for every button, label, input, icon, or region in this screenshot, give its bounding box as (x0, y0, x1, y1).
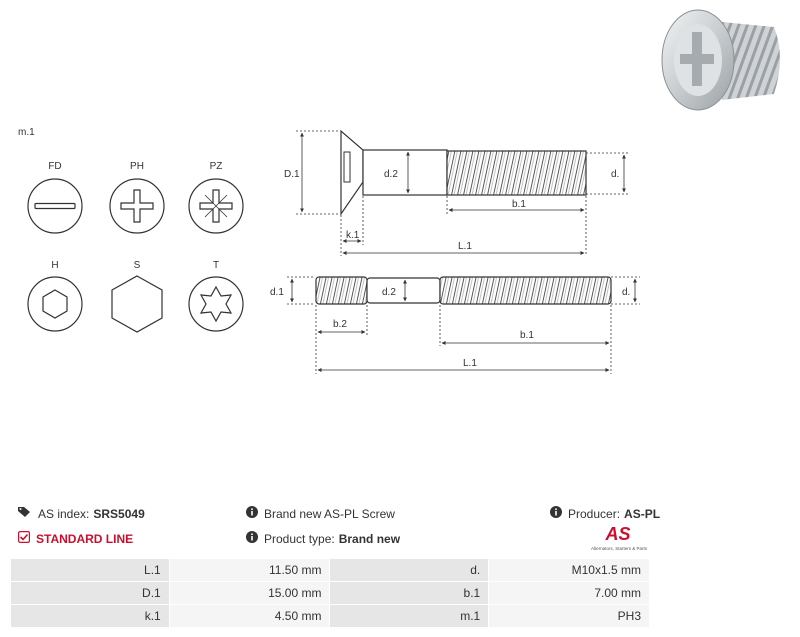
stud-label-d: d. (622, 287, 631, 298)
as-index-value: SRS5049 (93, 506, 145, 521)
description-row (246, 506, 395, 521)
spec-key: k.1 (11, 605, 170, 628)
dim-label-k1: k.1 (346, 230, 360, 241)
standard-line-row (18, 531, 133, 546)
info-icon (550, 506, 562, 521)
torx-drive-icon (189, 277, 243, 331)
logo-text: AS (605, 524, 631, 544)
standard-line-label: STANDARD LINE (36, 531, 134, 546)
spec-table (10, 558, 650, 628)
info-icon (246, 506, 258, 521)
spec-value: PH3 (489, 605, 650, 628)
spec-key: D.1 (11, 582, 170, 605)
mark-label: m.1 (18, 127, 35, 138)
hex-socket-drive-icon (28, 277, 82, 331)
product-description: Brand new AS-PL Screw (264, 506, 395, 521)
table-row (11, 605, 650, 628)
product-type-value: Brand new (338, 531, 401, 546)
tags-icon (18, 506, 32, 521)
pozidriv-drive-icon (189, 179, 243, 233)
table-row (11, 582, 650, 605)
spec-key: m.1 (330, 605, 489, 628)
stud-side-view (316, 277, 611, 304)
spec-value: 4.50 mm (169, 605, 330, 628)
drive-label-h: H (51, 260, 59, 271)
dim-label-d: d. (611, 169, 620, 180)
info-icon (246, 531, 258, 546)
as-index-row (18, 506, 145, 521)
stud-label-b2: b.2 (333, 319, 347, 330)
spec-value: 11.50 mm (169, 559, 330, 582)
producer-label: Producer: (568, 506, 621, 521)
spec-key: d. (330, 559, 489, 582)
stud-label-b1: b.1 (520, 330, 534, 341)
hex-head-drive-icon (112, 276, 162, 332)
spec-value: 15.00 mm (169, 582, 330, 605)
drive-label-ph: PH (130, 161, 144, 172)
as-index-label: AS index: (38, 506, 90, 521)
drive-label-s: S (133, 260, 141, 271)
stud-label-L1: L.1 (463, 358, 477, 369)
producer-row (550, 506, 660, 521)
logo-tagline: Alternators, Starters & Parts (590, 546, 648, 551)
stud-label-d2: d.2 (382, 287, 396, 298)
table-row (11, 559, 650, 582)
spec-value: 7.00 mm (489, 582, 650, 605)
producer-value: AS-PL (624, 506, 661, 521)
checkbox-checked-icon (18, 531, 30, 546)
dim-label-b1: b.1 (512, 199, 526, 210)
product-type-label: Product type: (264, 531, 335, 546)
as-pl-logo (590, 522, 648, 554)
drive-label-t: T (212, 260, 220, 271)
product-type-row (246, 531, 400, 546)
product-photo (652, 2, 792, 122)
slotted-drive-icon (28, 179, 82, 233)
dim-label-d2: d.2 (384, 169, 398, 180)
dim-label-L1: L.1 (458, 241, 472, 252)
spec-key: L.1 (11, 559, 170, 582)
stud-label-d1: d.1 (270, 287, 284, 298)
phillips-drive-icon (110, 179, 164, 233)
drive-label-pz: PZ (209, 161, 223, 172)
dim-label-D1: D.1 (284, 169, 300, 180)
spec-key: b.1 (330, 582, 489, 605)
screw-side-view (341, 131, 586, 214)
spec-value: M10x1.5 mm (489, 559, 650, 582)
drive-label-fd: FD (48, 161, 62, 172)
